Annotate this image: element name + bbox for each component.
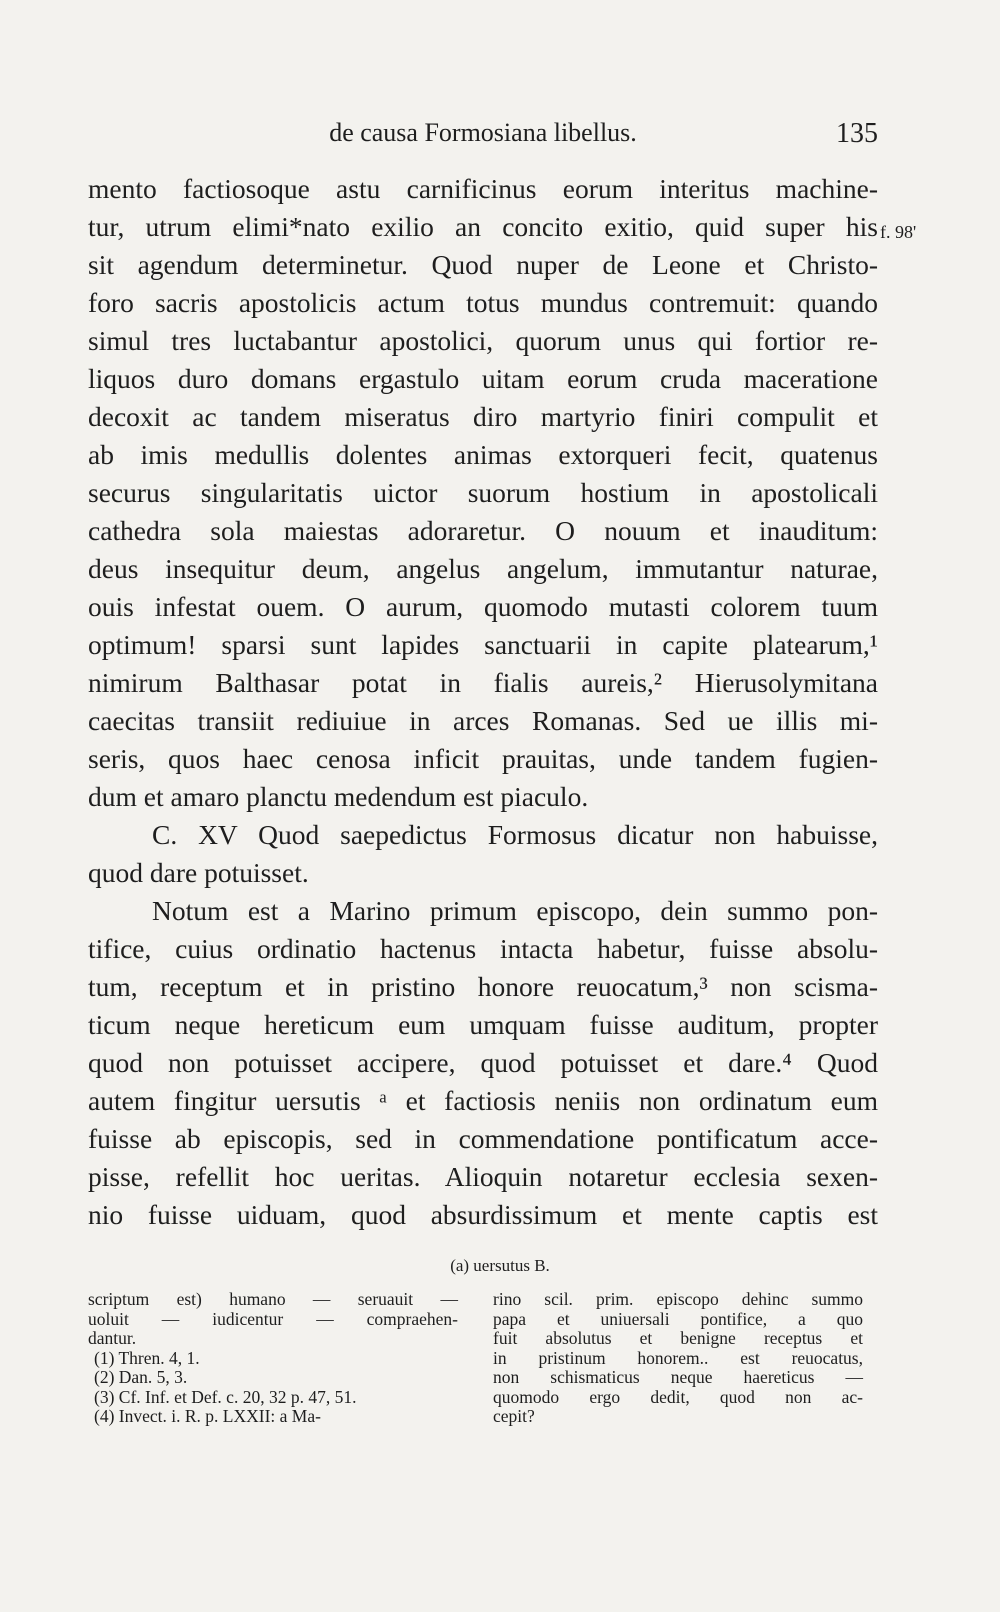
main-text: [88, 170, 878, 1234]
text-line: quod non potuisset accipere, quod potuisset et dare.⁴ Quod: [88, 1047, 878, 1078]
footnote-line: dantur.: [88, 1328, 137, 1348]
text-line: decoxit ac tandem miseratus diro martyrio finiri compulit et: [88, 401, 878, 432]
running-head: de causa Formosiana libellus.: [329, 118, 637, 147]
text-line: optimum! sparsi sunt lapides sanctuarii in capite platearum,¹: [88, 629, 878, 660]
text-line: nimirum Balthasar potat in fialis aureis,² Hierusolymitana: [88, 667, 878, 698]
text-line: mento factiosoque astu carnificinus eorum interitus machine-: [88, 173, 878, 204]
text-line: nio fuisse uiduam, quod absurdissimum et mente captis est: [88, 1199, 878, 1230]
footnote-line: papa et uniuersali pontifice, a quo: [493, 1308, 863, 1329]
footnote-line: uoluit — iudicentur — compraehen-: [88, 1308, 458, 1329]
critical-apparatus: (a) uersutus B.: [450, 1256, 550, 1275]
footnotes-right-column: [493, 1290, 863, 1427]
footnote-line: (1) Thren. 4, 1.: [94, 1347, 200, 1368]
text-line: securus singularitatis uictor suorum hostium in apostolicali: [88, 477, 878, 508]
text-line: tum, receptum et in pristino honore reuocatum,³ non scisma-: [88, 971, 878, 1002]
page-number: 135: [836, 118, 878, 149]
text-line: C. XV Quod saepedictus Formosus dicatur non habuisse,: [152, 819, 878, 850]
footnotes-left-column: [88, 1290, 458, 1427]
footnote-line: (2) Dan. 5, 3.: [94, 1367, 188, 1387]
text-line: quod dare potuisset.: [88, 857, 309, 888]
footnote-line: fuit absolutus et benigne receptus et: [493, 1328, 863, 1348]
footnote-line: in pristinum honorem.. est reuocatus,: [493, 1347, 863, 1368]
text-line: simul tres luctabantur apostolici, quorum unus qui fortior re-: [88, 325, 878, 356]
footnote-line: non schismaticus neque haereticus —: [493, 1367, 863, 1387]
text-line: dum et amaro planctu medendum est piaculo.: [88, 781, 589, 812]
text-line: ouis infestat ouem. O aurum, quomodo mutasti colorem tuum: [88, 591, 878, 622]
text-line: deus insequitur deum, angelus angelum, immutantur naturae,: [88, 553, 878, 584]
footnote-line: quomodo ergo dedit, quod non ac-: [493, 1386, 863, 1407]
text-line: cathedra sola maiestas adoraretur. O nouum et inauditum:: [88, 515, 878, 546]
footnote-line: scriptum est) humano — seruauit —: [88, 1289, 458, 1309]
footnote-line: rino scil. prim. episcopo dehinc summo: [493, 1289, 863, 1309]
footnote-line: (4) Invect. i. R. p. LXXII: a Ma-: [94, 1406, 321, 1426]
text-line: seris, quos haec cenosa inficit prauitas, unde tandem fugien-: [88, 743, 878, 774]
text-line: pisse, refellit hoc ueritas. Alioquin notaretur ecclesia sexen-: [88, 1161, 878, 1192]
text-line: liquos duro domans ergastulo uitam eorum cruda maceratione: [88, 363, 878, 394]
footnote-line: cepit?: [493, 1406, 535, 1426]
text-line: ticum neque hereticum eum umquam fuisse auditum, propter: [88, 1009, 878, 1040]
text-line: caecitas transiit rediuiue in arces Romanas. Sed ue illis mi-: [88, 705, 878, 736]
text-line: ab imis medullis dolentes animas extorqueri fecit, quatenus: [88, 439, 878, 470]
page-header: [88, 112, 878, 152]
text-line: Notum est a Marino primum episcopo, dein summo pon-: [152, 895, 878, 926]
text-line: tifice, cuius ordinatio hactenus intacta habetur, fuisse absolu-: [88, 933, 878, 964]
margin-folio-note: f. 98': [880, 222, 917, 242]
text-line: tur, utrum elimi*nato exilio an concito exitio, quid super his: [88, 211, 878, 242]
footnote-line: (3) Cf. Inf. et Def. c. 20, 32 p. 47, 51.: [94, 1386, 357, 1407]
text-line: autem fingitur uersutis ᵃ et factiosis neniis non ordinatum eum: [88, 1085, 878, 1116]
footnotes: [88, 1290, 878, 1460]
text-line: foro sacris apostolicis actum totus mundus contremuit: quando: [88, 287, 878, 318]
text-line: sit agendum determinetur. Quod nuper de Leone et Christo-: [88, 249, 878, 280]
text-line: fuisse ab episcopis, sed in commendatione pontificatum acce-: [88, 1123, 878, 1154]
